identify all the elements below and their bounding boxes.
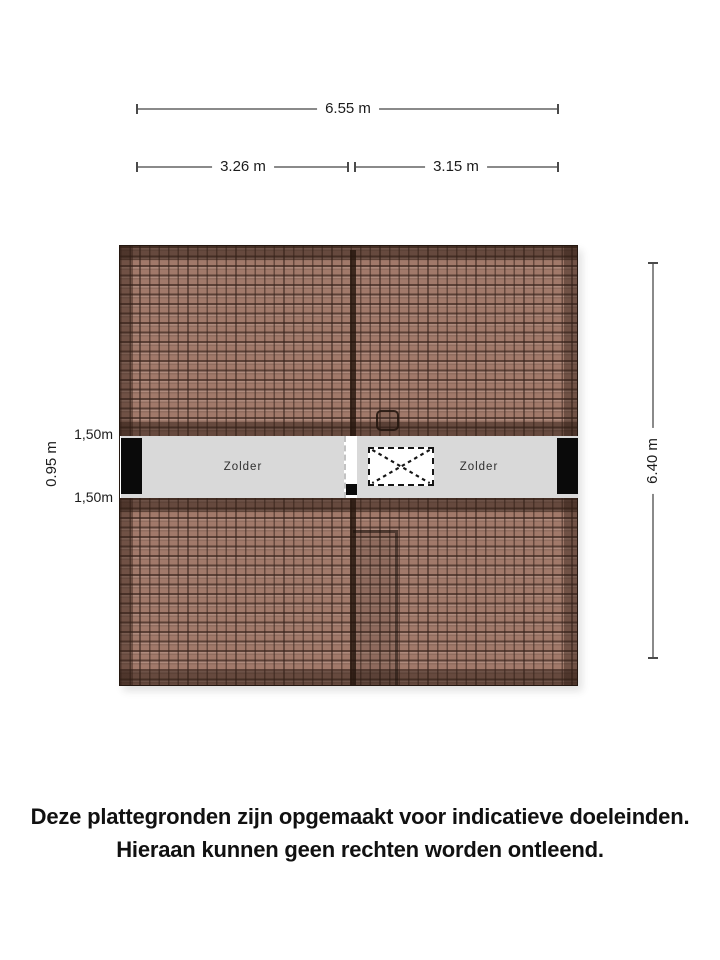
dimension-label-left-width: 3.26 m <box>212 158 274 176</box>
wall-block-left <box>121 438 142 494</box>
attic-floorplan <box>119 245 578 686</box>
dividing-wall-opening <box>344 436 357 498</box>
roof-upper-slope <box>120 246 577 436</box>
room-label: Zolder <box>459 461 499 473</box>
roof-edge-shading <box>120 246 577 436</box>
dimension-tick <box>557 104 559 114</box>
headroom-label-bottom: 1,50m <box>74 489 113 505</box>
skylight-cross-lines <box>370 449 432 484</box>
disclaimer-line-1: Deze plattegronden zijn opgemaakt voor indicatieve doeleinden. <box>30 804 690 829</box>
headroom-label-top: 1,50m <box>74 426 113 442</box>
disclaimer-text <box>0 800 720 866</box>
dimension-label-total-width: 6.55 m <box>317 100 379 118</box>
disclaimer-line-2: Hieraan kunnen geen rechten worden ontleend. <box>116 837 604 862</box>
dimension-label-total-depth: 6.40 m <box>642 428 664 494</box>
skylight-icon <box>368 447 434 486</box>
dimension-tick <box>648 657 658 659</box>
dimension-label-right-width: 3.15 m <box>425 158 487 176</box>
room-zolder-left <box>142 436 344 498</box>
dimension-tick <box>136 162 138 172</box>
roof-edge-shading <box>120 498 577 685</box>
roof-lower-slope <box>120 498 577 685</box>
lower-roof-section-shade <box>353 530 398 685</box>
room-label: Zolder <box>223 461 263 473</box>
dimension-tick <box>347 162 349 172</box>
wall-stub <box>346 484 357 495</box>
attic-floor-band <box>121 436 578 498</box>
party-wall-line-upper <box>350 250 356 436</box>
chimney-icon <box>376 410 399 431</box>
wall-block-right <box>557 438 578 494</box>
dimension-tick <box>354 162 356 172</box>
dimension-tick <box>648 262 658 264</box>
dimension-tick <box>557 162 559 172</box>
dimension-tick <box>136 104 138 114</box>
dimension-label-floor-strip-depth: 0.95 m <box>41 431 63 497</box>
